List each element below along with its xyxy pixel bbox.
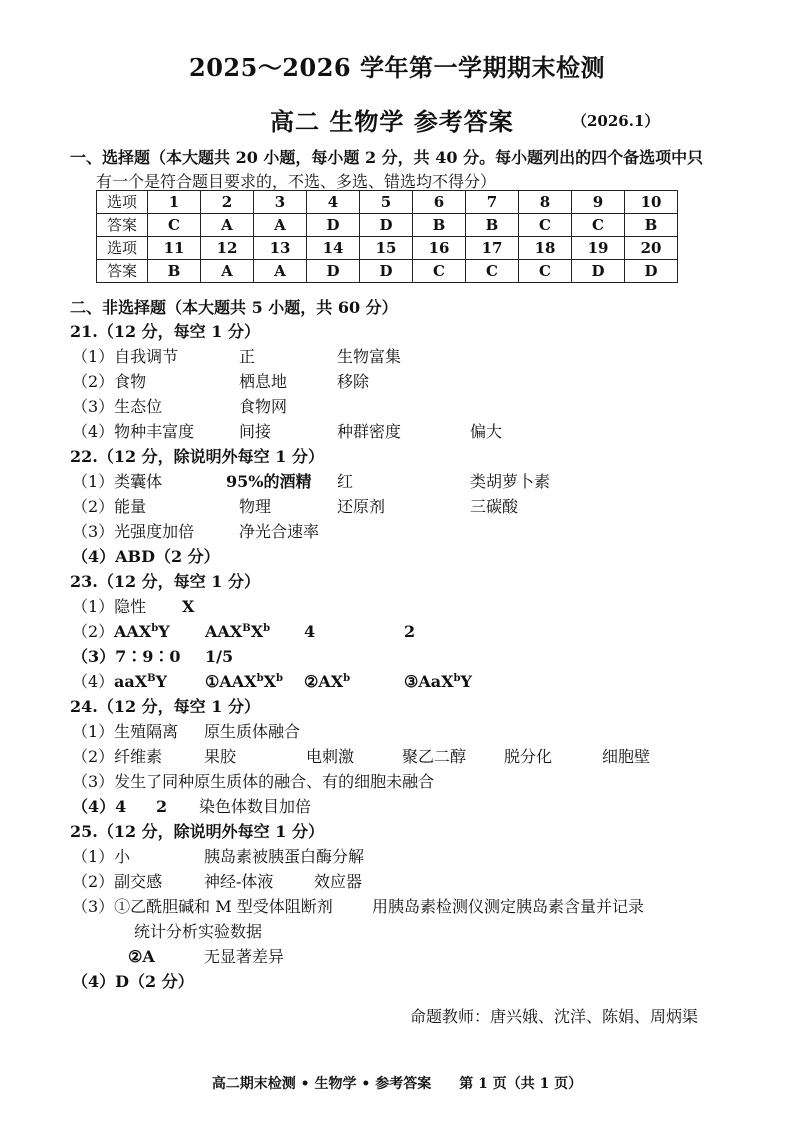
allele-superscript: b (256, 673, 264, 684)
table-row (97, 260, 678, 283)
answer-blank: （3）生态位 (72, 397, 163, 416)
page-footer: 高二期末检测 • 生物学 • 参考答案 第 1 页（共 1 页） (211, 1076, 583, 1092)
answer-blank: （1）小 (72, 847, 131, 866)
question-number: 11 (148, 237, 201, 260)
answer-cell: A (201, 214, 254, 237)
answer-blank: 胰岛素被胰蛋白酶分解 (204, 847, 365, 866)
answer-blank: 2 (404, 622, 416, 641)
question-number: 2 (201, 191, 254, 214)
allele-superscript: B (147, 673, 156, 684)
answer-blank: ②A (128, 947, 155, 966)
q25-line3-continued: 统计分析实验数据 (134, 922, 263, 941)
table-row (97, 237, 678, 260)
exam-date: （2026.1） (572, 112, 660, 130)
question-number: 19 (572, 237, 625, 260)
answer-blank: 类胡萝卜素 (470, 472, 551, 491)
answer-blank: 细胞壁 (602, 747, 651, 766)
answer-blank: （3）7∶9∶0 (72, 647, 181, 666)
allele-superscript: b (151, 623, 159, 634)
allele-superscript: b (276, 673, 284, 684)
genotype-text: ③AaX (404, 672, 454, 691)
answer-cell: A (254, 214, 307, 237)
answer-blank: 净光合速率 (239, 522, 320, 541)
answer-blank: 栖息地 (239, 372, 288, 391)
answer-cell: C (519, 214, 572, 237)
question-number: 4 (307, 191, 360, 214)
genotype-text: Y (155, 672, 168, 691)
page-title: 2025～2026 学年第一学期期末检测 (189, 53, 605, 82)
answer-cell: D (572, 260, 625, 283)
genotype-text: Y (460, 672, 472, 691)
allele-superscript: b (453, 673, 461, 684)
q22-line4: （4）ABD（2 分） (72, 547, 220, 566)
answer-cell: C (148, 214, 201, 237)
genotype-text: X (250, 622, 264, 641)
answer-blank: 染色体数目加倍 (199, 797, 312, 816)
answer-cell: B (148, 260, 201, 283)
answer-blank: 2 (156, 797, 168, 816)
choice-answer-table (96, 190, 678, 283)
answer-blank: 食物网 (239, 397, 288, 416)
answer-cell: D (307, 260, 360, 283)
answer-label: （2） (72, 622, 115, 641)
answer-blank: 移除 (337, 372, 370, 391)
section1-heading (70, 146, 750, 194)
genotype (304, 671, 350, 693)
answer-blank: （1）生殖隔离 (72, 722, 179, 741)
answer-blank: （1）隐性 (72, 597, 147, 616)
answer-blank: （2）副交感 (72, 872, 163, 891)
genotype-text: AAX (205, 622, 243, 641)
genotype (114, 621, 170, 643)
answer-cell: D (625, 260, 678, 283)
allele-superscript: b (343, 673, 351, 684)
answer-blank: （2）纤维素 (72, 747, 163, 766)
question-number: 8 (519, 191, 572, 214)
answer-blank: 脱分化 (504, 747, 553, 766)
answer-blank: 4 (304, 622, 316, 641)
genotype-text: aaX (114, 672, 148, 691)
q25-heading: 25.（12 分，除说明外每空 1 分） (70, 822, 324, 841)
answer-blank: （3）①乙酰胆碱和 M 型受体阻断剂 (72, 897, 333, 916)
answer-cell: C (466, 260, 519, 283)
question-number: 18 (519, 237, 572, 260)
question-number: 6 (413, 191, 466, 214)
question-number: 3 (254, 191, 307, 214)
answer-cell: B (466, 214, 519, 237)
answer-blank: 正 (239, 347, 256, 366)
page-subtitle: 高二 生物学 参考答案 (270, 107, 514, 136)
answer-blank: （1）类囊体 (72, 472, 163, 491)
answer-blank: （1）自我调节 (72, 347, 179, 366)
genotype-text: ②AX (304, 672, 344, 691)
answer-cell: C (519, 260, 572, 283)
q25-line4: （4）D（2 分） (72, 972, 194, 991)
table-row (97, 214, 678, 237)
question-number: 15 (360, 237, 413, 260)
answer-blank: 红 (337, 472, 354, 491)
row-label: 答案 (97, 214, 148, 237)
section1-heading-line1: 一、选择题（本大题共 20 小题，每小题 2 分，共 40 分。每小题列出的四个备选项中只 (70, 148, 704, 167)
genotype-text: ①AAX (205, 672, 257, 691)
row-label: 答案 (97, 260, 148, 283)
table-row (97, 191, 678, 214)
answer-blank: （4）物种丰富度 (72, 422, 195, 441)
question-number: 16 (413, 237, 466, 260)
q21-heading: 21.（12 分，每空 1 分） (70, 322, 260, 341)
question-number: 20 (625, 237, 678, 260)
question-number: 9 (572, 191, 625, 214)
answer-cell: D (360, 214, 413, 237)
answer-blank: （4）4 (72, 797, 127, 816)
answer-cell: A (201, 260, 254, 283)
q23-heading: 23.（12 分，每空 1 分） (70, 572, 260, 591)
answer-cell: D (307, 214, 360, 237)
answer-blank: 物理 (239, 497, 272, 516)
genotype (404, 671, 472, 693)
genotype (114, 671, 167, 693)
row-label: 选项 (97, 237, 148, 260)
answer-cell: B (625, 214, 678, 237)
genotype-text: Y (158, 622, 170, 641)
answer-cell: B (413, 214, 466, 237)
answer-blank: 原生质体融合 (204, 722, 301, 741)
question-number: 5 (360, 191, 413, 214)
question-number: 17 (466, 237, 519, 260)
genotype-text: AAX (114, 622, 152, 641)
question-number: 12 (201, 237, 254, 260)
answer-label: （4） (72, 672, 115, 691)
answer-blank: 三碳酸 (470, 497, 519, 516)
answer-blank: 用胰岛素检测仪测定胰岛素含量并记录 (372, 897, 645, 916)
genotype (205, 671, 283, 693)
answer-cell: D (360, 260, 413, 283)
answer-blank: 间接 (239, 422, 272, 441)
answer-blank: 聚乙二醇 (402, 747, 467, 766)
answer-blank: 效应器 (314, 872, 363, 891)
q24-line3: （3）发生了同种原生质体的融合、有的细胞未融合 (72, 772, 435, 791)
section1-heading-line2: 有一个是符合题目要求的，不选、多选、错选均不得分） (96, 172, 497, 191)
question-number: 10 (625, 191, 678, 214)
answer-blank: 还原剂 (337, 497, 386, 516)
answer-blank: 偏大 (470, 422, 503, 441)
genotype-text: X (263, 672, 277, 691)
answer-blank: 生物富集 (337, 347, 402, 366)
answer-blank: 果胶 (204, 747, 237, 766)
answer-blank: X (182, 597, 195, 616)
genotype (205, 621, 270, 643)
question-number: 13 (254, 237, 307, 260)
q22-heading: 22.（12 分，除说明外每空 1 分） (70, 447, 324, 466)
answer-blank: （3）光强度加倍 (72, 522, 195, 541)
section2-heading: 二、非选择题（本大题共 5 小题，共 60 分） (70, 298, 398, 317)
answer-blank: 神经-体液 (204, 872, 274, 891)
answer-blank: 种群密度 (337, 422, 402, 441)
author-credits: 命题教师：唐兴娥、沈洋、陈娟、周炳渠 (410, 1007, 699, 1026)
allele-superscript: B (242, 623, 251, 634)
answer-cell: C (572, 214, 625, 237)
question-number: 14 (307, 237, 360, 260)
question-number: 1 (148, 191, 201, 214)
row-label: 选项 (97, 191, 148, 214)
answer-blank: 无显著差异 (204, 947, 285, 966)
answer-blank: 95%的酒精 (226, 472, 312, 491)
answer-cell: C (413, 260, 466, 283)
answer-blank: 1/5 (205, 647, 234, 666)
question-number: 7 (466, 191, 519, 214)
answer-cell: A (254, 260, 307, 283)
answer-blank: （2）能量 (72, 497, 147, 516)
q24-heading: 24.（12 分，每空 1 分） (70, 697, 260, 716)
answer-blank: 电刺激 (306, 747, 355, 766)
allele-superscript: b (263, 623, 271, 634)
answer-blank: （2）食物 (72, 372, 147, 391)
